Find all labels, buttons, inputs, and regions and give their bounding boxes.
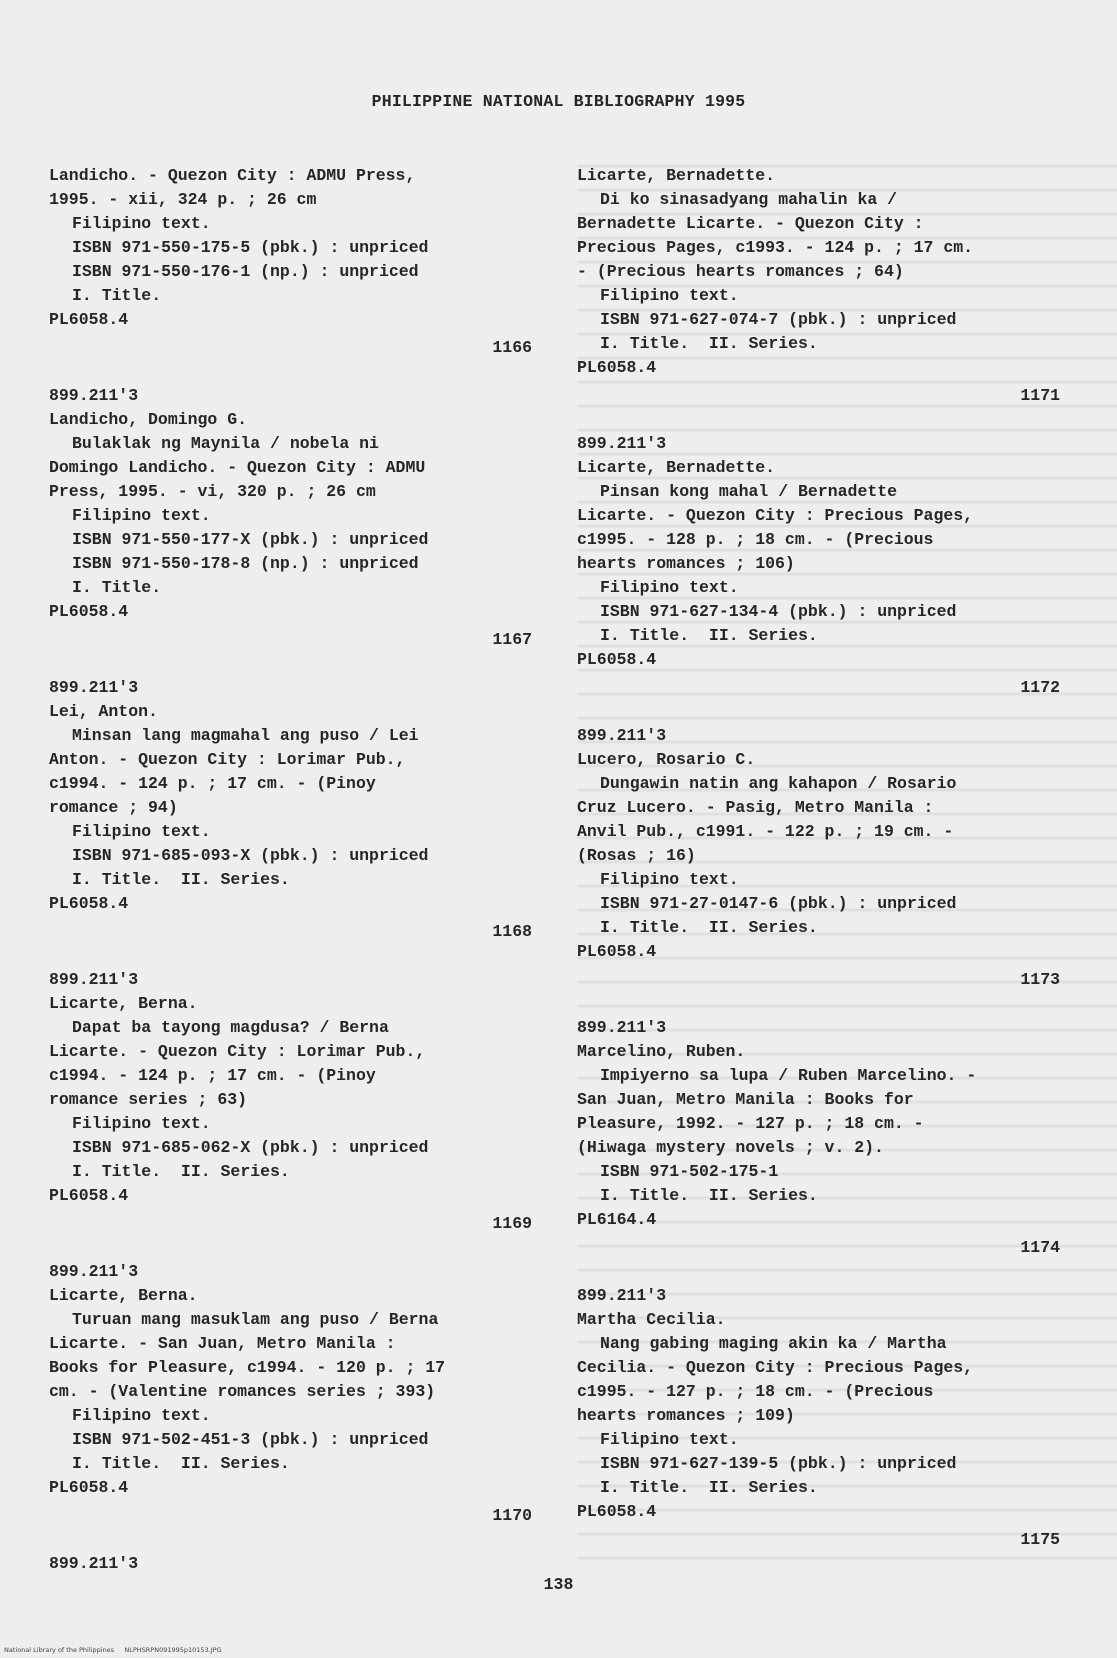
entry-number: 1168 (492, 922, 532, 941)
entry-line: romance ; 94) (49, 798, 178, 817)
entry-line: 899.211'3 (49, 678, 139, 697)
entry-line: PL6164.4 (577, 1210, 657, 1229)
entry-line: ISBN 971-627-074-7 (pbk.) : unpriced (600, 310, 957, 329)
entry-line: c1995. - 128 p. ; 18 cm. - (Precious (577, 530, 934, 549)
entry-line: 899.211'3 (577, 1018, 667, 1037)
entry-line: I. Title. II. Series. (72, 870, 290, 889)
entry-line: PL6058.4 (49, 1186, 129, 1205)
entry-line: Nang gabing maging akin ka / Martha (600, 1334, 947, 1353)
entry-line: I. Title. II. Series. (600, 334, 818, 353)
entry-line: PL6058.4 (49, 602, 129, 621)
entry-line: I. Title. II. Series. (72, 1162, 290, 1181)
entry-line: Bernadette Licarte. - Quezon City : (577, 214, 924, 233)
bibliographic-entry (49, 1552, 532, 1576)
entry-line: Lei, Anton. (49, 702, 158, 721)
entry-line: I. Title. II. Series. (72, 1454, 290, 1473)
entry-line: Domingo Landicho. - Quezon City : ADMU (49, 458, 426, 477)
entry-line: Precious Pages, c1993. - 124 p. ; 17 cm. (577, 238, 974, 257)
right-column (577, 164, 1060, 1552)
bibliographic-entry (577, 432, 1060, 700)
entry-line: - (Precious hearts romances ; 64) (577, 262, 904, 281)
entry-number: 1166 (492, 338, 532, 357)
entry-line: Licarte. - San Juan, Metro Manila : (49, 1334, 396, 1353)
entry-line: c1994. - 124 p. ; 17 cm. - (Pinoy (49, 774, 376, 793)
entry-gap (577, 992, 1060, 1016)
entry-number: 1175 (1020, 1530, 1060, 1549)
entry-line: 899.211'3 (49, 1554, 139, 1573)
entry-line: ISBN 971-502-175-1 (600, 1162, 779, 1181)
entry-line: Filipino text. (72, 1114, 211, 1133)
entry-line: Dapat ba tayong magdusa? / Berna (72, 1018, 389, 1037)
entry-line: ISBN 971-685-093-X (pbk.) : unpriced (72, 846, 429, 865)
entry-line: ISBN 971-627-139-5 (pbk.) : unpriced (600, 1454, 957, 1473)
entry-line: Landicho. - Quezon City : ADMU Press, (49, 166, 416, 185)
entry-gap (49, 1528, 532, 1552)
entry-line: I. Title. II. Series. (600, 918, 818, 937)
entry-line: San Juan, Metro Manila : Books for (577, 1090, 914, 1109)
bibliographic-entry (49, 676, 532, 944)
entry-line: Bulaklak ng Maynila / nobela ni (72, 434, 379, 453)
entry-line: ISBN 971-627-134-4 (pbk.) : unpriced (600, 602, 957, 621)
bibliographic-entry (49, 968, 532, 1236)
entry-line: 899.211'3 (49, 1262, 139, 1281)
entry-line: Licarte. - Quezon City : Lorimar Pub., (49, 1042, 426, 1061)
entry-line: ISBN 971-685-062-X (pbk.) : unpriced (72, 1138, 429, 1157)
entry-line: (Hiwaga mystery novels ; v. 2). (577, 1138, 884, 1157)
entry-line: 899.211'3 (577, 434, 667, 453)
entry-number: 1172 (1020, 678, 1060, 697)
entry-line: Filipino text. (600, 578, 739, 597)
entry-line: Cecilia. - Quezon City : Precious Pages, (577, 1358, 974, 1377)
entry-line: Filipino text. (600, 286, 739, 305)
entry-line: 899.211'3 (577, 726, 667, 745)
entry-line: (Rosas ; 16) (577, 846, 696, 865)
left-column (49, 164, 532, 1576)
bibliographic-entry (49, 1260, 532, 1528)
entry-line: hearts romances ; 106) (577, 554, 795, 573)
entry-line: Pleasure, 1992. - 127 p. ; 18 cm. - (577, 1114, 924, 1133)
entry-number: 1173 (1020, 970, 1060, 989)
entry-line: ISBN 971-550-176-1 (np.) : unpriced (72, 262, 419, 281)
entry-gap (49, 944, 532, 968)
bibliographic-entry (577, 164, 1060, 408)
entry-number: 1169 (492, 1214, 532, 1233)
entry-line: Licarte, Berna. (49, 1286, 198, 1305)
entry-line: Di ko sinasadyang mahalin ka / (600, 190, 898, 209)
entry-line: Press, 1995. - vi, 320 p. ; 26 cm (49, 482, 376, 501)
entry-line: Licarte, Bernadette. (577, 458, 776, 477)
entry-number: 1171 (1020, 386, 1060, 405)
footer-caption: National Library of the Philippines NLPHSRPN091995p10153.JPG (4, 1646, 222, 1654)
entry-line: PL6058.4 (577, 942, 657, 961)
entry-line: PL6058.4 (577, 358, 657, 377)
entry-line: PL6058.4 (49, 310, 129, 329)
entry-line: Books for Pleasure, c1994. - 120 p. ; 17 (49, 1358, 446, 1377)
entry-line: Dungawin natin ang kahapon / Rosario (600, 774, 957, 793)
bibliographic-entry (49, 164, 532, 360)
entry-line: Licarte, Bernadette. (577, 166, 776, 185)
entry-line: ISBN 971-502-451-3 (pbk.) : unpriced (72, 1430, 429, 1449)
entry-line: Filipino text. (72, 1406, 211, 1425)
entry-line: Cruz Lucero. - Pasig, Metro Manila : (577, 798, 934, 817)
entry-line: c1994. - 124 p. ; 17 cm. - (Pinoy (49, 1066, 376, 1085)
entry-line: Filipino text. (600, 870, 739, 889)
entry-line: PL6058.4 (49, 1478, 129, 1497)
entry-line: Licarte, Berna. (49, 994, 198, 1013)
entry-line: Landicho, Domingo G. (49, 410, 248, 429)
entry-line: I. Title. (72, 578, 162, 597)
bibliographic-entry (577, 1284, 1060, 1552)
entry-line: Impiyerno sa lupa / Ruben Marcelino. - (600, 1066, 977, 1085)
entry-line: ISBN 971-27-0147-6 (pbk.) : unpriced (600, 894, 957, 913)
entry-line: ISBN 971-550-178-8 (np.) : unpriced (72, 554, 419, 573)
entry-line: Lucero, Rosario C. (577, 750, 756, 769)
entry-line: PL6058.4 (577, 1502, 657, 1521)
entry-line: Filipino text. (600, 1430, 739, 1449)
entry-number: 1170 (492, 1506, 532, 1525)
entry-line: ISBN 971-550-177-X (pbk.) : unpriced (72, 530, 429, 549)
entry-line: Anvil Pub., c1991. - 122 p. ; 19 cm. - (577, 822, 954, 841)
entry-number: 1167 (492, 630, 532, 649)
entry-line: Turuan mang masuklam ang puso / Berna (72, 1310, 439, 1329)
entry-line: ISBN 971-550-175-5 (pbk.) : unpriced (72, 238, 429, 257)
entry-line: romance series ; 63) (49, 1090, 248, 1109)
entry-line: PL6058.4 (49, 894, 129, 913)
entry-line: 899.211'3 (577, 1286, 667, 1305)
entry-line: I. Title. (72, 286, 162, 305)
bibliographic-entry (49, 384, 532, 652)
entry-line: I. Title. II. Series. (600, 1186, 818, 1205)
entry-gap (577, 700, 1060, 724)
entry-gap (49, 360, 532, 384)
entry-line: Martha Cecilia. (577, 1310, 726, 1329)
entry-line: hearts romances ; 109) (577, 1406, 795, 1425)
entry-line: cm. - (Valentine romances series ; 393) (49, 1382, 436, 1401)
entry-line: 899.211'3 (49, 386, 139, 405)
entry-line: I. Title. II. Series. (600, 626, 818, 645)
entry-gap (577, 408, 1060, 432)
entry-gap (577, 1260, 1060, 1284)
entry-line: 899.211'3 (49, 970, 139, 989)
entry-line: Marcelino, Ruben. (577, 1042, 746, 1061)
bibliographic-entry (577, 1016, 1060, 1260)
entry-line: Minsan lang magmahal ang puso / Lei (72, 726, 419, 745)
page-title: PHILIPPINE NATIONAL BIBLIOGRAPHY 1995 (371, 92, 746, 111)
bibliographic-entry (577, 724, 1060, 992)
entry-line: Pinsan kong mahal / Bernadette (600, 482, 898, 501)
entry-line: c1995. - 127 p. ; 18 cm. - (Precious (577, 1382, 934, 1401)
entry-line: I. Title. II. Series. (600, 1478, 818, 1497)
entry-gap (49, 1236, 532, 1260)
entry-line: Anton. - Quezon City : Lorimar Pub., (49, 750, 406, 769)
entry-line: Filipino text. (72, 214, 211, 233)
entry-line: PL6058.4 (577, 650, 657, 669)
entry-line: Filipino text. (72, 822, 211, 841)
entry-number: 1174 (1020, 1238, 1060, 1257)
entry-gap (49, 652, 532, 676)
entry-line: Filipino text. (72, 506, 211, 525)
entry-line: Licarte. - Quezon City : Precious Pages, (577, 506, 974, 525)
page-number: 138 (543, 1575, 574, 1594)
entry-line: 1995. - xii, 324 p. ; 26 cm (49, 190, 317, 209)
